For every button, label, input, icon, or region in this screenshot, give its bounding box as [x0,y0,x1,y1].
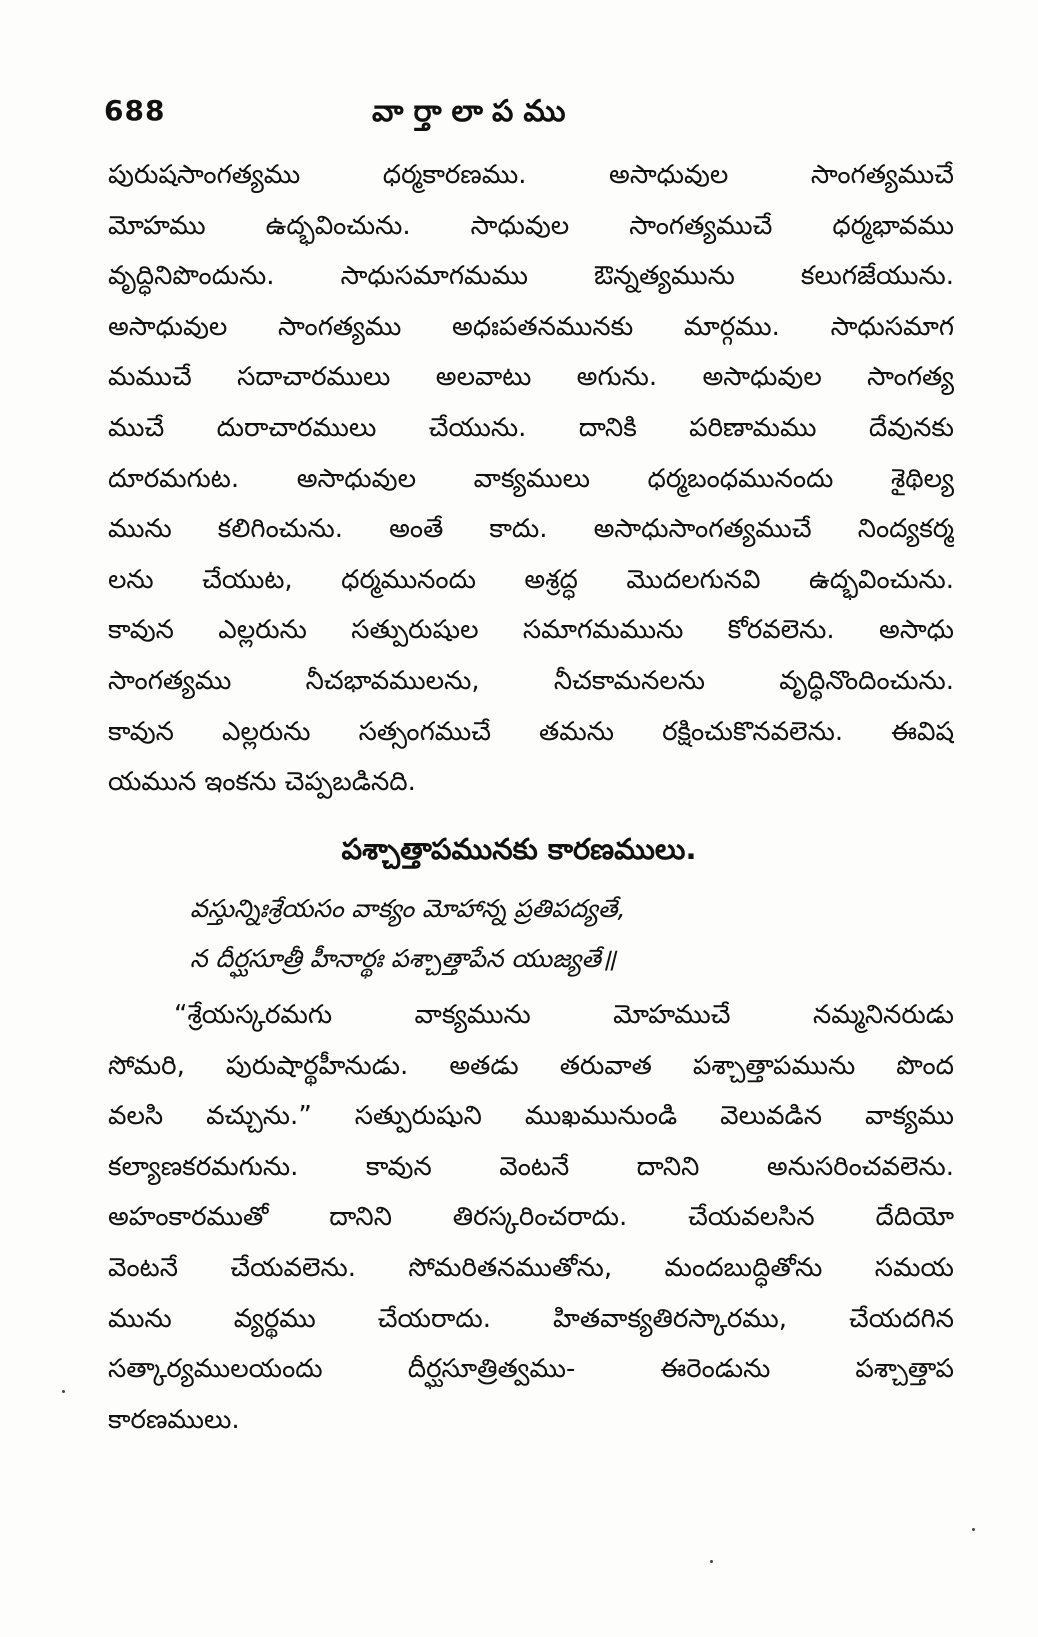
text-line: “శ్రేయస్కరమగు వాక్యమును మోహముచే నమ్మనినరుడు [174,1000,954,1030]
sanskrit-verse [190,884,950,984]
page-number: 688 [104,94,166,127]
text-line: లను చేయుట, ధర్మమునందు అశ్రద్ధ మొదలగునవి ఉద్భవించును. [108,564,954,595]
text-line: అహంకారముతో దానిని తిరస్కరించరాదు. చేయవలసిన దేదియో [108,1202,954,1233]
text-line: సత్కార్యములయందు దీర్ఘసూత్రిత్వము- ఈరెండును పశ్చాత్తాప [108,1354,954,1385]
scan-speck [62,1390,65,1393]
verse-line: వస్తున్నిఃశ్రేయసం వాక్యం మోహాన్న ప్రతిపద్యతే, [190,894,626,923]
scan-speck [710,1560,713,1563]
scan-speck [972,1528,975,1531]
text-line: పురుషసాంగత్యము ధర్మకారణము. అసాధువుల సాంగత్యముచే [108,160,954,190]
text-line: కావున ఎల్లరును సత్సంగముచే తమను రక్షించుకొనవలెను. ఈవిష [108,716,954,747]
section-heading: పశ్చాత్తాపమునకు కారణములు. [341,832,697,866]
text-line: సాంగత్యము నీచభావములను, నీచకామనలను వృద్ధినొందించును. [108,665,954,696]
text-line: వలసి వచ్చును.” సత్పురుషుని ముఖమునుండి వెలువడిన వాక్యము [108,1101,954,1132]
paragraph-2 [108,990,954,1445]
text-line: మును వ్యర్థము చేయరాదు. హితవాక్యతిరస్కారము, చేయదగిన [108,1303,954,1334]
text-line: కల్యాణకరమగును. కావున వెంటనే దానిని అనుసరించవలెను. [108,1151,954,1182]
running-title: వార్తాలాపము [372,94,576,129]
text-line: వృద్ధినిపొందును. సాధుసమాగమము ఔన్నత్యమును కలుగజేయును. [108,261,954,292]
text-line: అసాధువుల సాంగత్యము అధఃపతనమునకు మార్గము. సాధుసమాగ [108,311,954,342]
text-line: కావున ఎల్లరును సత్పురుషుల సమాగమమును కోరవలెను. అసాధు [108,615,954,646]
text-line: యమున ఇంకను చెప్పబడినది. [108,767,416,798]
text-line: ముచే దురాచారములు చేయును. దానికి పరిణామము దేవునకు [108,412,954,443]
text-line: దూరమగుట. అసాధువుల వాక్యములు ధర్మబంధమునందు శైథిల్య [108,463,954,494]
text-line: సోమరి, పురుషార్థహీనుడు. అతడు తరువాత పశ్చాత్తాపమును పొంద [108,1050,954,1081]
paragraph-1 [108,150,954,808]
text-line: మును కలిగించును. అంతే కాదు. అసాధుసాంగత్యముచే నింద్యకర్మ [108,514,954,545]
page-header [104,94,954,134]
text-line: మముచే సదాచారములు అలవాటు అగును. అసాధువుల సాంగత్య [108,362,954,393]
text-line: మోహము ఉద్భవించును. సాధువుల సాంగత్యముచే ధర్మభావము [108,210,954,241]
text-line: కారణములు. [108,1404,240,1435]
text-line: వెంటనే చేయవలెను. సోమరితనముతోను, మందబుద్ధితోను సమయ [108,1252,954,1283]
verse-line: న దీర్ఘసూత్రీ హీనార్థః పశ్చాత్తాపేన యుజ్యతే॥ [190,944,616,973]
